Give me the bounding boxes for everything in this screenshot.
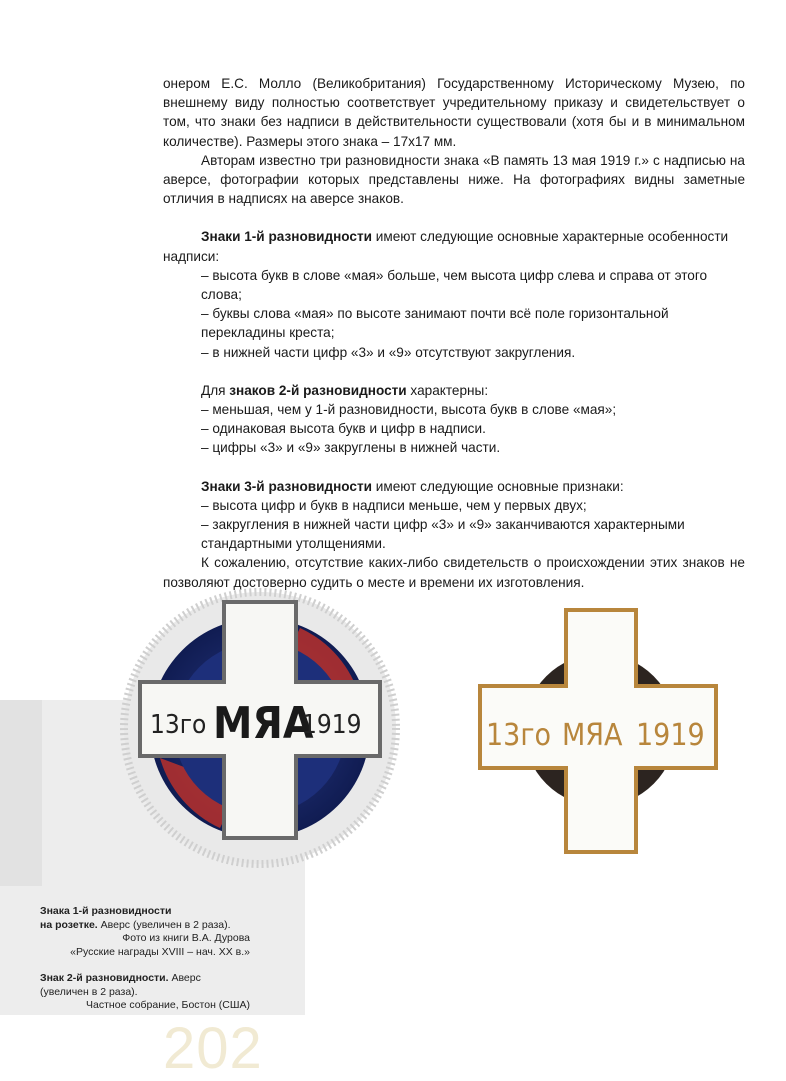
variant-1-intro xyxy=(163,227,745,265)
badge-variant-1-image xyxy=(120,588,400,868)
caption-2-rest: Аверс xyxy=(168,972,201,984)
variant-1-item: – в нижней части цифр «3» и «9» отсутствуют закругления. xyxy=(201,344,576,360)
badge-1-text-right: 1919 xyxy=(302,710,362,740)
badge-2-text-middle: МЯА xyxy=(562,718,623,753)
variant-3-intro xyxy=(163,477,745,496)
closing-paragraph: К сожалению, отсутствие каких-либо свидетельств о происхождении этих знаков не позволяют достоверно судить о месте и времени их изготовления. xyxy=(163,555,745,590)
variant-1-heading: Знаки 1-й разновидности xyxy=(201,229,372,245)
variant-2-item: – цифры «3» и «9» закруглены в нижней части. xyxy=(201,440,501,456)
badge-2-text-left: 13го xyxy=(486,718,552,753)
caption-2-credit: Частное собрание, Бостон (США) xyxy=(86,999,250,1011)
caption-2-title xyxy=(40,972,250,986)
variant-1-item: – высота букв в слове «мая» больше, чем высота цифр слева и справа от этого слова; xyxy=(201,267,708,303)
variant-3-heading: Знаки 3-й разновидности xyxy=(201,478,372,494)
variant-3-intro-text: имеют следующие основные признаки: xyxy=(372,478,624,494)
variant-2-intro-text: характерны: xyxy=(406,382,489,398)
caption-2-bold: Знак 2-й разновидности. xyxy=(40,972,169,984)
badge-2-text-right: 1919 xyxy=(636,718,705,753)
article-text xyxy=(163,74,745,592)
variant-1-intro-text: имеют следующие основные характерные особенности надписи: xyxy=(163,229,729,264)
variant-2-pre: Для xyxy=(201,382,230,398)
caption-2-line2: (увеличен в 2 раза). xyxy=(40,985,138,998)
caption-panel-accent xyxy=(0,700,42,886)
caption-1-bold2: на розетке. xyxy=(40,918,98,931)
variant-1-item: – буквы слова «мая» по высоте занимают почти всё поле горизонтальной перекладины креста; xyxy=(201,306,669,341)
figure-captions xyxy=(40,905,250,1013)
variant-3-item: – высота цифр и букв в надписи меньше, чем у первых двух; xyxy=(201,497,587,513)
badge-1-text-middle: МЯА xyxy=(213,698,314,749)
variant-2-intro xyxy=(163,381,745,400)
paragraph-2: Авторам известно три разновидности знака «В память 13 мая 1919 г.» с надписью на аверсе, фотографии которых представлены ниже. На фотографиях видны заметные отличия в надписях на аверсе знаков. xyxy=(163,152,745,207)
variant-3-item: – закругления в нижней части цифр «3» и «9» заканчиваются характерными стандартными утолщениями. xyxy=(201,517,685,552)
caption-1-title xyxy=(40,905,250,919)
caption-1-line2 xyxy=(40,919,250,933)
paragraph-1: онером Е.С. Молло (Великобритания) Государственному Историческому Музею, по внешнему виду полностью соответствует учредительному приказу и свидетельствует о том, что знаки без надписи в действительности существовали (хотя бы и в минимальном количестве). Размеры этого знака – 17х17 мм. xyxy=(163,76,745,149)
variant-2-heading: знаков 2-й разновидности xyxy=(229,382,407,398)
badge-variant-2-image xyxy=(470,600,720,860)
variant-2-item: – меньшая, чем у 1-й разновидности, высота букв в слове «мая»; xyxy=(201,402,617,418)
caption-1-bold: Знака 1-й разновидности xyxy=(40,905,172,917)
caption-1-rest: Аверс (увеличен в 2 раза). xyxy=(97,918,231,931)
caption-1-credit-source: «Русские награды XVIII – нач. XX в.» xyxy=(70,945,250,958)
page-number: 202 xyxy=(163,1016,263,1081)
caption-1-credit: Фото из книги В.А. Дурова xyxy=(122,932,250,944)
variant-2-item: – одинаковая высота букв и цифр в надписи. xyxy=(201,421,486,437)
badge-1-text-left: 13го xyxy=(150,710,207,740)
